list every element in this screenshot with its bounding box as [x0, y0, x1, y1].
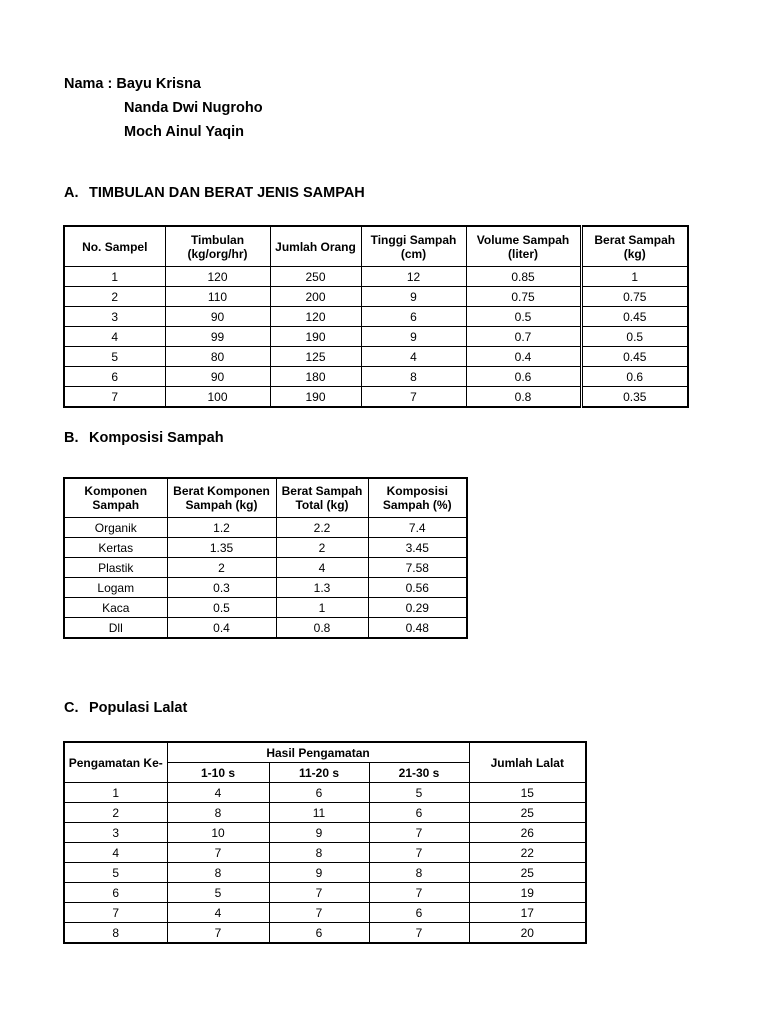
table-row [64, 923, 586, 944]
table-populasi-lalat [63, 741, 587, 944]
table-cell: 8 [167, 863, 269, 883]
header-col-3: Tinggi Sampah (cm) [361, 226, 466, 267]
table-cell: 3.45 [368, 538, 467, 558]
table-cell: 2.2 [276, 518, 368, 538]
table-cell: 15 [469, 783, 586, 803]
section-b-letter: B. [64, 430, 79, 446]
header-col-0: Komponen Sampah [64, 478, 167, 518]
table-row [64, 903, 586, 923]
section-c-title: Populasi Lalat [89, 700, 188, 716]
table-row [64, 558, 467, 578]
table-cell: 6 [361, 307, 466, 327]
table-cell: 10 [167, 823, 269, 843]
table-cell: 0.85 [466, 267, 581, 287]
table-cell: 7 [269, 903, 369, 923]
table-cell: 7 [64, 903, 167, 923]
table-cell: 99 [165, 327, 270, 347]
table-cell: 1.35 [167, 538, 276, 558]
table-cell: 250 [270, 267, 361, 287]
table-cell: 6 [269, 923, 369, 944]
table-cell: 80 [165, 347, 270, 367]
table-row [64, 267, 688, 287]
table-cell: 7 [167, 843, 269, 863]
table-cell: 5 [167, 883, 269, 903]
table-cell: 25 [469, 863, 586, 883]
table-row [64, 287, 688, 307]
table-cell: 0.5 [466, 307, 581, 327]
table-row [64, 883, 586, 903]
table-cell: 6 [64, 883, 167, 903]
table-cell: 125 [270, 347, 361, 367]
table-cell: 0.29 [368, 598, 467, 618]
table-row [64, 518, 467, 538]
table-row [64, 538, 467, 558]
header-col-2: Berat Sampah Total (kg) [276, 478, 368, 518]
table-cell: 0.75 [466, 287, 581, 307]
table-cell: 9 [361, 327, 466, 347]
table-cell: 3 [64, 823, 167, 843]
subheader-interval-2: 21-30 s [369, 763, 469, 783]
header-col-1: Berat Komponen Sampah (kg) [167, 478, 276, 518]
table-cell: 7 [269, 883, 369, 903]
table-row [64, 803, 586, 823]
header-col-2: Jumlah Orang [270, 226, 361, 267]
table-row [64, 783, 586, 803]
table-cell: 1 [276, 598, 368, 618]
table-cell: Dll [64, 618, 167, 639]
table-cell: 7 [64, 387, 165, 408]
table-cell: 5 [64, 347, 165, 367]
table-cell: 7 [369, 883, 469, 903]
table-row [64, 578, 467, 598]
table-cell: 4 [167, 783, 269, 803]
table-cell: 4 [64, 327, 165, 347]
table-cell: 1.3 [276, 578, 368, 598]
table-cell: 5 [64, 863, 167, 883]
header-col-5: Berat Sampah (kg) [581, 226, 688, 267]
table-cell: 1 [64, 267, 165, 287]
table-cell: 2 [276, 538, 368, 558]
table-cell: 0.6 [466, 367, 581, 387]
table-cell: Kaca [64, 598, 167, 618]
table-header-row [64, 742, 586, 763]
section-c-letter: C. [64, 700, 79, 716]
table-row [64, 307, 688, 327]
section-a-title: TIMBULAN DAN BERAT JENIS SAMPAH [89, 185, 365, 201]
table-cell: 9 [269, 863, 369, 883]
table-cell: 7.58 [368, 558, 467, 578]
table-cell: 110 [165, 287, 270, 307]
table-row [64, 598, 467, 618]
table-cell: 1.2 [167, 518, 276, 538]
table-cell: 2 [64, 803, 167, 823]
table-cell: 0.45 [581, 307, 688, 327]
table-cell: 4 [64, 843, 167, 863]
table-cell: 3 [64, 307, 165, 327]
section-a-heading [64, 185, 365, 201]
member-name-2: Nanda Dwi Nugroho [124, 100, 263, 116]
table-cell: 4 [167, 903, 269, 923]
subheader-interval-1: 11-20 s [269, 763, 369, 783]
table-cell: 0.45 [581, 347, 688, 367]
table-cell: 4 [361, 347, 466, 367]
table-header-row [64, 478, 467, 518]
header-total: Jumlah Lalat [469, 742, 586, 783]
table-cell: 7 [369, 843, 469, 863]
table-cell: 7 [369, 923, 469, 944]
section-b-title: Komposisi Sampah [89, 430, 224, 446]
table-cell: 6 [369, 903, 469, 923]
table-cell: 7.4 [368, 518, 467, 538]
table-cell: 8 [64, 923, 167, 944]
table-cell: 0.8 [466, 387, 581, 408]
table-cell: Kertas [64, 538, 167, 558]
header-col-4: Volume Sampah (liter) [466, 226, 581, 267]
table-row [64, 843, 586, 863]
table-cell: 190 [270, 327, 361, 347]
table-cell: 0.6 [581, 367, 688, 387]
table-cell: Organik [64, 518, 167, 538]
header-col-1: Timbulan (kg/org/hr) [165, 226, 270, 267]
table-row [64, 387, 688, 408]
table-row [64, 863, 586, 883]
table-cell: 2 [64, 287, 165, 307]
table-cell: Logam [64, 578, 167, 598]
table-cell: 5 [369, 783, 469, 803]
group-members [64, 72, 263, 144]
table-timbulan [63, 225, 689, 408]
table-cell: 26 [469, 823, 586, 843]
table-cell: 9 [269, 823, 369, 843]
header-col-3: Komposisi Sampah (%) [368, 478, 467, 518]
table-cell: 180 [270, 367, 361, 387]
table-row [64, 618, 467, 639]
table-cell: 7 [361, 387, 466, 408]
table-cell: 6 [369, 803, 469, 823]
table-row [64, 327, 688, 347]
table-cell: 120 [165, 267, 270, 287]
table-cell: 25 [469, 803, 586, 823]
table-header-row [64, 226, 688, 267]
table-cell: 2 [167, 558, 276, 578]
section-a-letter: A. [64, 185, 79, 201]
table-cell: 120 [270, 307, 361, 327]
table-cell: 20 [469, 923, 586, 944]
subheader-interval-0: 1-10 s [167, 763, 269, 783]
table-cell: 0.56 [368, 578, 467, 598]
table-cell: 0.7 [466, 327, 581, 347]
table-cell: 0.3 [167, 578, 276, 598]
table-cell: 1 [581, 267, 688, 287]
table-cell: 9 [361, 287, 466, 307]
table-cell: 90 [165, 367, 270, 387]
table-cell: 0.5 [581, 327, 688, 347]
table-cell: 12 [361, 267, 466, 287]
table-cell: 0.4 [466, 347, 581, 367]
table-cell: 19 [469, 883, 586, 903]
section-c-heading [64, 700, 187, 716]
table-cell: 0.35 [581, 387, 688, 408]
table-cell: 7 [369, 823, 469, 843]
table-cell: 8 [167, 803, 269, 823]
table-cell: 0.4 [167, 618, 276, 639]
table-cell: 11 [269, 803, 369, 823]
header-col-0: No. Sampel [64, 226, 165, 267]
table-cell: 8 [369, 863, 469, 883]
table-cell: 0.75 [581, 287, 688, 307]
table-cell: 4 [276, 558, 368, 578]
table-row [64, 367, 688, 387]
section-b-heading [64, 430, 224, 446]
header-result: Hasil Pengamatan [167, 742, 469, 763]
table-cell: 6 [64, 367, 165, 387]
table-cell: 6 [269, 783, 369, 803]
table-cell: 0.5 [167, 598, 276, 618]
table-cell: 200 [270, 287, 361, 307]
table-cell: 22 [469, 843, 586, 863]
member-name-1: Nama : Bayu Krisna [64, 76, 201, 92]
table-cell: 8 [269, 843, 369, 863]
table-komposisi [63, 477, 468, 639]
table-cell: 90 [165, 307, 270, 327]
table-cell: Plastik [64, 558, 167, 578]
table-cell: 0.48 [368, 618, 467, 639]
table-cell: 1 [64, 783, 167, 803]
header-observation: Pengamatan Ke- [64, 742, 167, 783]
table-cell: 17 [469, 903, 586, 923]
member-name-3: Moch Ainul Yaqin [124, 124, 245, 140]
table-row [64, 823, 586, 843]
table-cell: 0.8 [276, 618, 368, 639]
table-row [64, 347, 688, 367]
table-cell: 100 [165, 387, 270, 408]
table-cell: 190 [270, 387, 361, 408]
table-cell: 7 [167, 923, 269, 944]
table-cell: 8 [361, 367, 466, 387]
